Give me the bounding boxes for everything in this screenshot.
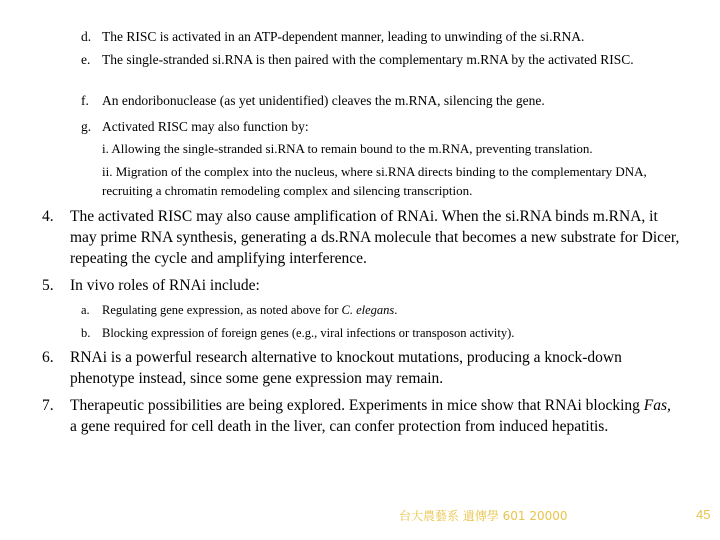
list-item-e [81,50,671,70]
list-item-6 [42,347,684,389]
list-item-5a [81,301,681,319]
item-text-before: Regulating gene expression, as noted above for [102,303,342,317]
gene-name: Fas, [643,397,671,414]
item-text-after: . [394,303,398,317]
item-marker: 7. [42,397,54,414]
item-text: In vivo roles of RNAi include: [70,277,260,294]
item-text: Blocking expression of foreign genes (e.g., viral infections or transposon activity). [102,326,515,340]
item-marker: 6. [42,349,54,366]
item-text: RNAi is a powerful research alternative to knockout mutations, producing a knock-down phenotype instead, since some gene expression may remain. [70,349,622,387]
item-marker: b. [81,326,91,340]
item-marker: d. [81,29,92,44]
list-item-g [81,117,681,137]
item-text: An endoribonuclease (as yet unidentified) cleaves the m.RNA, silencing the gene. [102,93,545,108]
item-text-before: Therapeutic possibilities are being explored. Experiments in mice show that RNAi blocking [70,397,644,414]
list-item-4 [42,206,682,269]
list-item-g-ii [102,162,697,200]
list-item-7 [42,395,672,437]
item-text: Activated RISC may also function by: [102,119,309,134]
item-text [70,395,672,437]
item-marker: 5. [42,277,54,294]
item-text-after: a gene required for cell death in the liver, can confer protection from induced hepatitis. [70,418,609,435]
list-item-5 [42,275,682,296]
item-text: i. Allowing the single-stranded si.RNA to remain bound to the m.RNA, preventing translation. [102,141,593,156]
item-text: ii. Migration of the complex into the nucleus, where si.RNA directs binding to the complementary DNA, recruiting a chromatin remodeling complex and silencing transcription. [102,164,647,198]
item-text: The single-stranded si.RNA is then paired with the complementary m.RNA by the activated RISC. [102,52,634,67]
item-text [102,301,681,319]
list-item-g-i [102,139,692,158]
item-marker: a. [81,303,90,317]
list-item-d [81,27,681,47]
item-marker: g. [81,119,92,134]
page-number: 45 [696,507,711,522]
species-name: C. elegans [341,303,395,317]
item-marker: f. [81,93,89,108]
item-text: The activated RISC may also cause amplification of RNAi. When the si.RNA binds m.RNA, it may prime RNA synthesis, generating a ds.RNA molecule that becomes a new substrate for Dicer, repeating the cycle and amplifying interference. [70,208,680,267]
item-marker: e. [81,52,91,67]
list-item-f [81,91,681,111]
footer-text: 台大農藝系 遺傳學 601 20000 [399,509,568,523]
list-item-5b [81,324,681,342]
item-marker: 4. [42,208,54,225]
item-text: The RISC is activated in an ATP-dependent manner, leading to unwinding of the si.RNA. [102,29,585,44]
